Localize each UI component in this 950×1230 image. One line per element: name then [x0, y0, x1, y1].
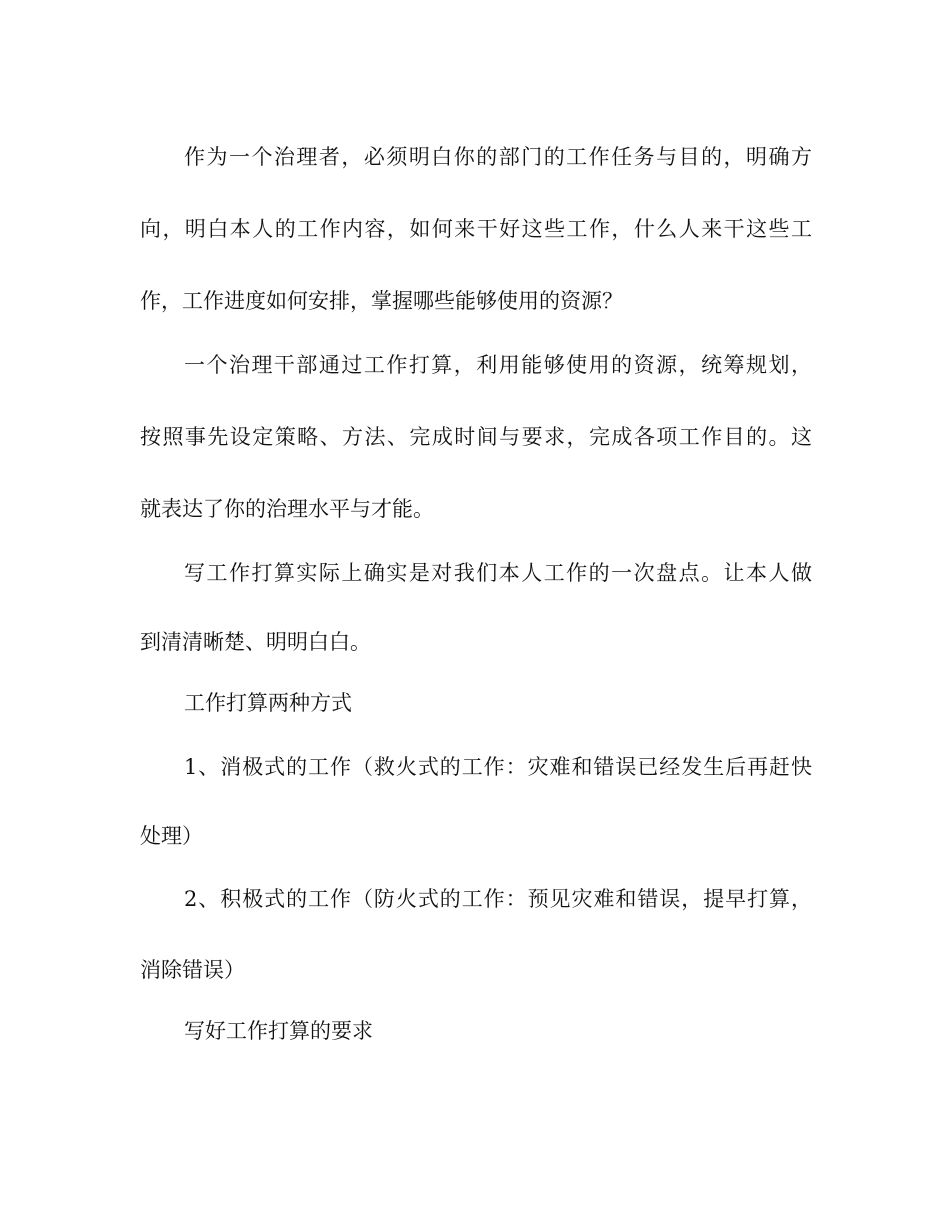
paragraph-6-line-1: 2、积极式的工作（防火式的工作：预见灾难和错误，提早打算， — [184, 887, 812, 911]
paragraph-5-line-2: 处理） — [140, 824, 203, 848]
paragraph-4-heading: 工作打算两种方式 — [184, 691, 352, 715]
paragraph-6-line-2: 消除错误） — [140, 958, 245, 982]
paragraph-3-line-1: 写工作打算实际上确实是对我们本人工作的一次盘点。让本人做 — [184, 561, 812, 585]
paragraph-2-line-2: 按照事先设定策略、方法、完成时间与要求，完成各项工作目的。这 — [140, 425, 812, 449]
paragraph-1-line-2: 向，明白本人的工作内容，如何来干好这些工作，什么人来干这些工 — [140, 217, 812, 241]
paragraph-2-line-3: 就表达了你的治理水平与才能。 — [140, 497, 434, 521]
paragraph-1-line-3: 作，工作进度如何安排，掌握哪些能够使用的资源？ — [140, 289, 623, 313]
paragraph-3-line-2: 到清清晰楚、明明白白。 — [140, 630, 371, 654]
paragraph-1-line-1: 作为一个治理者，必须明白你的部门的工作任务与目的，明确方 — [184, 145, 812, 169]
paragraph-2-line-1: 一个治理干部通过工作打算，利用能够使用的资源，统筹规划， — [184, 353, 812, 377]
paragraph-7-heading: 写好工作打算的要求 — [184, 1019, 373, 1043]
paragraph-5-line-1: 1、消极式的工作（救火式的工作：灾难和错误已经发生后再赶快 — [184, 755, 812, 779]
